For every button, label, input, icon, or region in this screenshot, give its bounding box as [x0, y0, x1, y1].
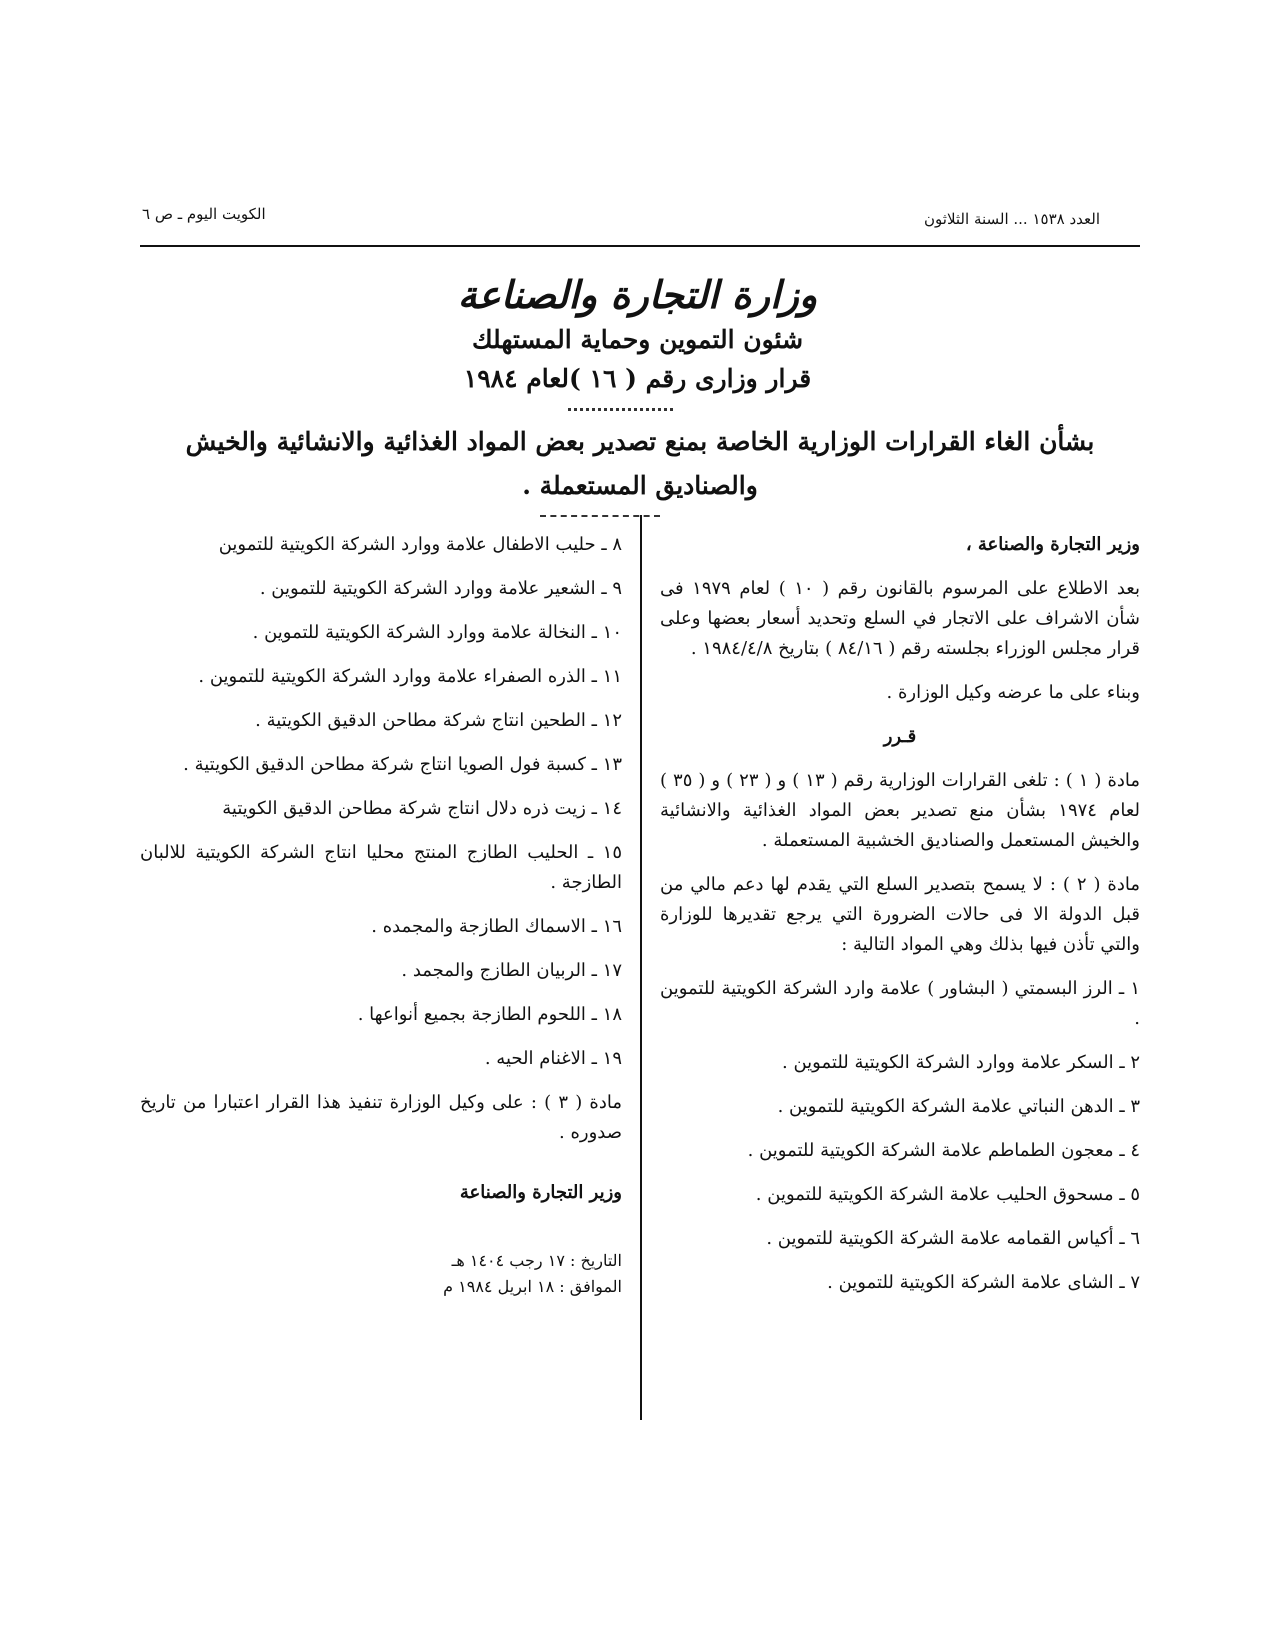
article-3: مادة ( ٣ ) : على وكيل الوزارة تنفيذ هذا القرار اعتبارا من تاريخ صدوره . — [140, 1092, 622, 1143]
decides-heading: قـرر — [883, 726, 917, 747]
decree-title: قرار وزارى رقم ( ١٦ )لعام ١٩٨٤ — [463, 364, 812, 393]
list-item: ١٦ ـ الاسماك الطازجة والمجمده . — [371, 916, 622, 937]
list-item: ١١ ـ الذره الصفراء علامة ووارد الشركة الكويتية للتموين . — [198, 666, 622, 687]
header-rule — [140, 245, 1140, 247]
list-item: ٥ ـ مسحوق الحليب علامة الشركة الكويتية للتموين . — [755, 1184, 1140, 1205]
column-divider — [640, 515, 642, 1420]
article-1: مادة ( ١ ) : تلغى القرارات الوزارية رقم ( ١٣ ) و ( ٢٣ ) و ( ٣٥ ) لعام ١٩٧٤ بشأن منع تصدير بعض المواد الغذائية والانشائية والخيش المستعمل والصناديق الخشبية المستعملة . — [660, 770, 1141, 851]
list-item: ٢ ـ السكر علامة ووارد الشركة الكويتية للتموين . — [782, 1052, 1140, 1073]
list-item: ١٨ ـ اللحوم الطازجة بجميع أنواعها . — [357, 1004, 622, 1025]
list-item: ٩ ـ الشعير علامة ووارد الشركة الكويتية للتموين . — [259, 578, 622, 599]
list-item: ٨ ـ حليب الاطفال علامة ووارد الشركة الكويتية للتموين — [218, 534, 622, 555]
date-block — [140, 1248, 622, 1300]
list-item: ١٠ ـ النخالة علامة ووارد الشركة الكويتية للتموين . — [252, 622, 622, 643]
list-item: ١ ـ الرز البسمتي ( البشاور ) علامة وارد الشركة الكويتية للتموين . — [660, 978, 1140, 1029]
ministry-title: وزارة التجارة والصناعة — [457, 272, 818, 317]
list-item: ١٥ ـ الحليب الطازج المنتج محليا انتاج الشركة الكويتية للالبان الطازجة . — [140, 842, 622, 893]
date-gregorian: الموافق : ١٨ ابريل ١٩٨٤ م — [443, 1277, 622, 1296]
title-ornament — [568, 408, 673, 411]
date-hijri: التاريخ : ١٧ رجب ١٤٠٤ هـ — [451, 1251, 622, 1270]
list-item: ١٤ ـ زيت ذره دلال انتاج شركة مطاحن الدقيق الكويتية — [222, 798, 622, 819]
left-column — [140, 530, 622, 1300]
subject-rule — [540, 515, 660, 517]
list-item: ٤ ـ معجون الطماطم علامة الشركة الكويتية للتموين . — [747, 1140, 1140, 1161]
signature: وزير التجارة والصناعة — [459, 1182, 622, 1203]
list-item: ٧ ـ الشاى علامة الشركة الكويتية للتموين . — [827, 1272, 1140, 1293]
addressee: وزير التجارة والصناعة ، — [965, 534, 1140, 555]
decree-subject: بشأن الغاء القرارات الوزارية الخاصة بمنع تصدير بعض المواد الغذائية والانشائية والخيش والصناديق المستعملة . — [185, 427, 1095, 500]
header-right: العدد ١٥٣٨ ... السنة الثلاثون — [924, 210, 1100, 228]
preamble-proposal: وبناء على ما عرضه وكيل الوزارة . — [886, 682, 1140, 703]
right-column — [660, 530, 1140, 1312]
list-item: ٣ ـ الدهن النباتي علامة الشركة الكويتية للتموين . — [777, 1096, 1140, 1117]
list-item: ١٢ ـ الطحين انتاج شركة مطاحن الدقيق الكويتية . — [255, 710, 622, 731]
preamble-law: بعد الاطلاع على المرسوم بالقانون رقم ( ١٠ ) لعام ١٩٧٩ فى شأن الاشراف على الاتجار في السلع وتحديد أسعار بعضها وعلى قرار مجلس الوزراء بجلسته رقم ( ٨٤/١٦ ) بتاريخ ١٩٨٤/٤/٨ . — [660, 578, 1140, 659]
header-left: الكويت اليوم ـ ص ٦ — [142, 205, 266, 223]
department-title: شئون التموين وحماية المستهلك — [471, 325, 804, 354]
list-item: ١٧ ـ الربيان الطازج والمجمد . — [401, 960, 622, 981]
list-item: ٦ ـ أكياس القمامه علامة الشركة الكويتية للتموين . — [766, 1228, 1140, 1249]
list-item: ١٣ ـ كسبة فول الصويا انتاج شركة مطاحن الدقيق الكويتية . — [183, 754, 622, 775]
article-2: مادة ( ٢ ) : لا يسمح بتصدير السلع التي يقدم لها دعم مالي من قبل الدولة الا فى حالات الضرورة التي يرجع تقديرها للوزارة والتي تأذن فيها بذلك وهي المواد التالية : — [660, 874, 1140, 955]
list-item: ١٩ ـ الاغنام الحيه . — [484, 1048, 622, 1069]
